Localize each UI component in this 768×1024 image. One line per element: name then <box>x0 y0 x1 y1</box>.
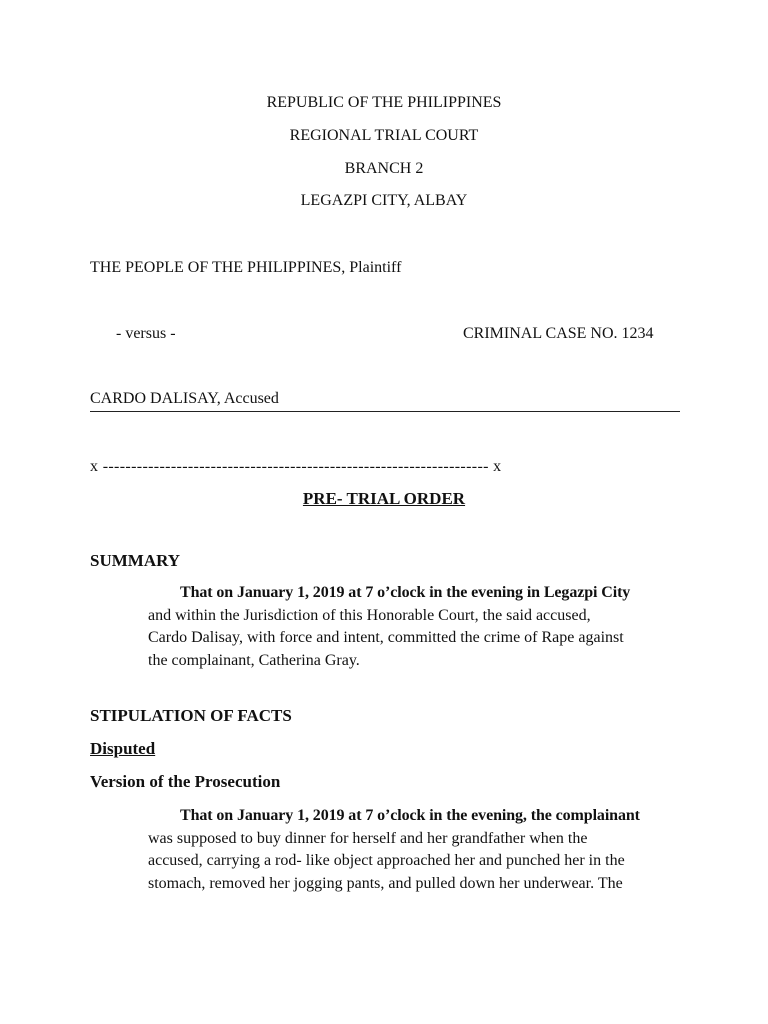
prosecution-line: stomach, removed her jogging pants, and pulled down her underwear. The <box>148 874 623 892</box>
header-court: REGIONAL TRIAL COURT <box>289 127 479 144</box>
prosecution-first-line: That on January 1, 2019 at 7 o’clock in the evening, the complainant <box>180 807 640 824</box>
accused-line: CARDO DALISAY, Accused <box>90 390 279 407</box>
prosecution-line: accused, carrying a rod- like object approached her and punched her in the <box>148 852 625 869</box>
summary-heading: SUMMARY <box>90 551 181 570</box>
stipulation-heading: STIPULATION OF FACTS <box>90 706 292 725</box>
summary-line: Cardo Dalisay, with force and intent, committed the crime of Rape against <box>148 629 624 646</box>
summary-first-line: That on January 1, 2019 at 7 o’clock in the evening in Legazpi City <box>180 584 631 601</box>
header-republic: REPUBLIC OF THE PHILIPPINES <box>266 94 502 111</box>
document-title: PRE- TRIAL ORDER <box>302 489 466 508</box>
summary-line: the complainant, Catherina Gray. <box>148 651 360 669</box>
caption-rule <box>90 411 680 412</box>
prosecution-line: was supposed to buy dinner for herself and her grandfather when the <box>148 829 588 847</box>
summary-paragraph <box>148 582 688 672</box>
header-branch: BRANCH 2 <box>344 160 424 177</box>
case-number: CRIMINAL CASE NO. 1234 <box>463 325 654 342</box>
prosecution-paragraph <box>148 805 688 895</box>
prosecution-heading: Version of the Prosecution <box>90 772 281 791</box>
summary-line: and within the Jurisdiction of this Honorable Court, the said accused, <box>148 606 591 624</box>
versus-text: - versus - <box>116 325 176 342</box>
separator-line: x -------------------------------------------------------------------- x <box>90 458 502 475</box>
header-location: LEGAZPI CITY, ALBAY <box>300 192 468 209</box>
disputed-heading: Disputed <box>90 739 156 758</box>
plaintiff-line: THE PEOPLE OF THE PHILIPPINES, Plaintiff <box>90 259 402 276</box>
